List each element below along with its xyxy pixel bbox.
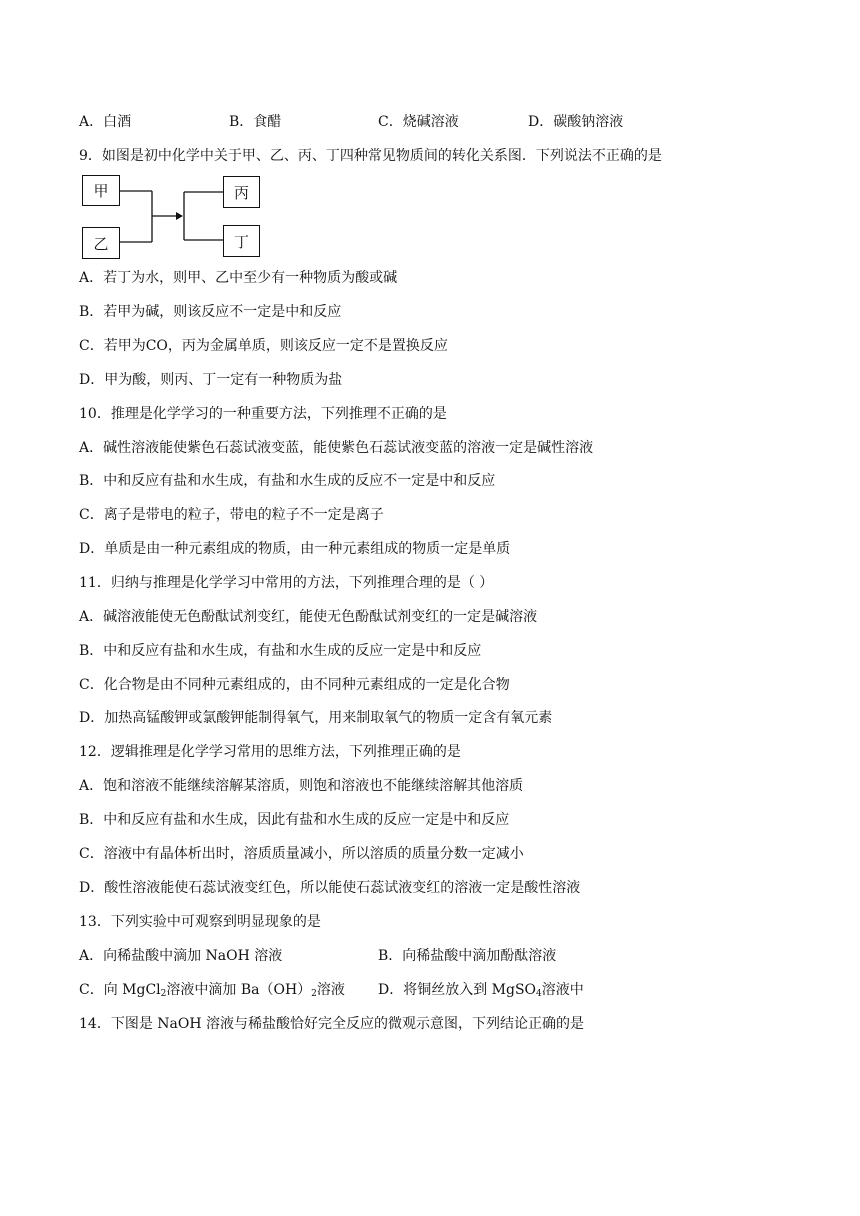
box-yi: 乙 [82, 227, 120, 259]
q10-stem: 10．推理是化学学习的一种重要方法，下列推理不正确的是 [79, 406, 447, 422]
q10-option-c: C．离子是带电的粒子，带电的粒子不一定是离子 [79, 507, 384, 523]
q11-option-a: A．碱溶液能使无色酚酞试剂变红，能使无色酚酞试剂变红的一定是碱溶液 [79, 609, 538, 625]
q11-stem: 11．归纳与推理是化学学习中常用的方法，下列推理合理的是（ ） [79, 575, 494, 591]
q12-option-a: A．饱和溶液不能继续溶解某溶质，则饱和溶液也不能继续溶解其他溶质 [79, 778, 524, 794]
q13-option-d-sub: 4 [536, 989, 542, 999]
q8-option-a: A．白酒 [79, 114, 132, 130]
q11-option-c: C．化合物是由不同种元素组成的，由不同种元素组成的一定是化合物 [79, 677, 510, 693]
q13-option-c-mid: 溶液中滴加 Ba（OH） [166, 982, 312, 998]
q9-option-b: B．若甲为碱，则该反应不一定是中和反应 [79, 304, 342, 320]
q9-stem: 9．如图是初中化学中关于甲、乙、丙、丁四种常见物质间的转化关系图．下列说法不正确的是 [79, 148, 662, 164]
box-jia: 甲 [82, 175, 120, 206]
q9-option-a: A．若丁为水，则甲、乙中至少有一种物质为酸或碱 [79, 270, 398, 286]
q13-stem: 13．下列实验中可观察到明显现象的是 [79, 914, 321, 930]
q13-option-c-pre: C．向 MgCl [79, 982, 161, 998]
box-ding: 丁 [223, 225, 260, 257]
q8-option-d: D．碳酸钠溶液 [528, 114, 624, 130]
q12-option-c: C．溶液中有晶体析出时，溶质质量减小，所以溶质的质量分数一定减小 [79, 846, 524, 862]
q13-option-d-pre: D．将铜丝放入到 MgSO [378, 982, 537, 998]
q13-option-c-post: 溶液 [316, 982, 345, 998]
q10-option-b: B．中和反应有盐和水生成，有盐和水生成的反应不一定是中和反应 [79, 473, 496, 489]
q9-option-d: D．甲为酸，则丙、丁一定有一种物质为盐 [79, 372, 343, 388]
q8-option-b: B．食醋 [229, 114, 282, 130]
q11-option-b: B．中和反应有盐和水生成，有盐和水生成的反应一定是中和反应 [79, 643, 482, 659]
q13-option-c [79, 980, 345, 1000]
q9-diagram [0, 0, 860, 270]
q10-option-a: A．碱性溶液能使紫色石蕊试液变蓝，能使紫色石蕊试液变蓝的溶液一定是碱性溶液 [79, 440, 594, 456]
diagram-connectors [0, 0, 860, 270]
arrow-icon [176, 212, 183, 220]
q11-option-d: D．加热高锰酸钾或氯酸钾能制得氧气，用来制取氧气的物质一定含有氧元素 [79, 710, 553, 726]
q10-option-d: D．单质是由一种元素组成的物质，由一种元素组成的物质一定是单质 [79, 541, 511, 557]
q12-option-b: B．中和反应有盐和水生成，因此有盐和水生成的反应一定是中和反应 [79, 812, 510, 828]
q13-option-d-post: 溶液中 [541, 982, 584, 998]
q9-option-c: C．若甲为CO，丙为金属单质，则该反应一定不是置换反应 [79, 338, 448, 354]
q13-option-c-sub2: 2 [311, 989, 317, 999]
q13-option-c-sub1: 2 [160, 989, 167, 999]
q12-stem: 12．逻辑推理是化学学习常用的思维方法，下列推理正确的是 [79, 744, 461, 760]
q14-stem: 14．下图是 NaOH 溶液与稀盐酸恰好完全反应的微观示意图，下列结论正确的是 [79, 1016, 584, 1032]
q13-option-a: A．向稀盐酸中滴加 NaOH 溶液 [79, 948, 283, 964]
q13-option-b: B．向稀盐酸中滴加酚酞溶液 [378, 948, 557, 964]
box-bing: 丙 [223, 176, 260, 208]
q8-option-c: C．烧碱溶液 [378, 114, 459, 130]
q12-option-d: D．酸性溶液能使石蕊试液变红色，所以能使石蕊试液变红的溶液一定是酸性溶液 [79, 880, 581, 896]
q13-option-d [378, 980, 584, 1000]
